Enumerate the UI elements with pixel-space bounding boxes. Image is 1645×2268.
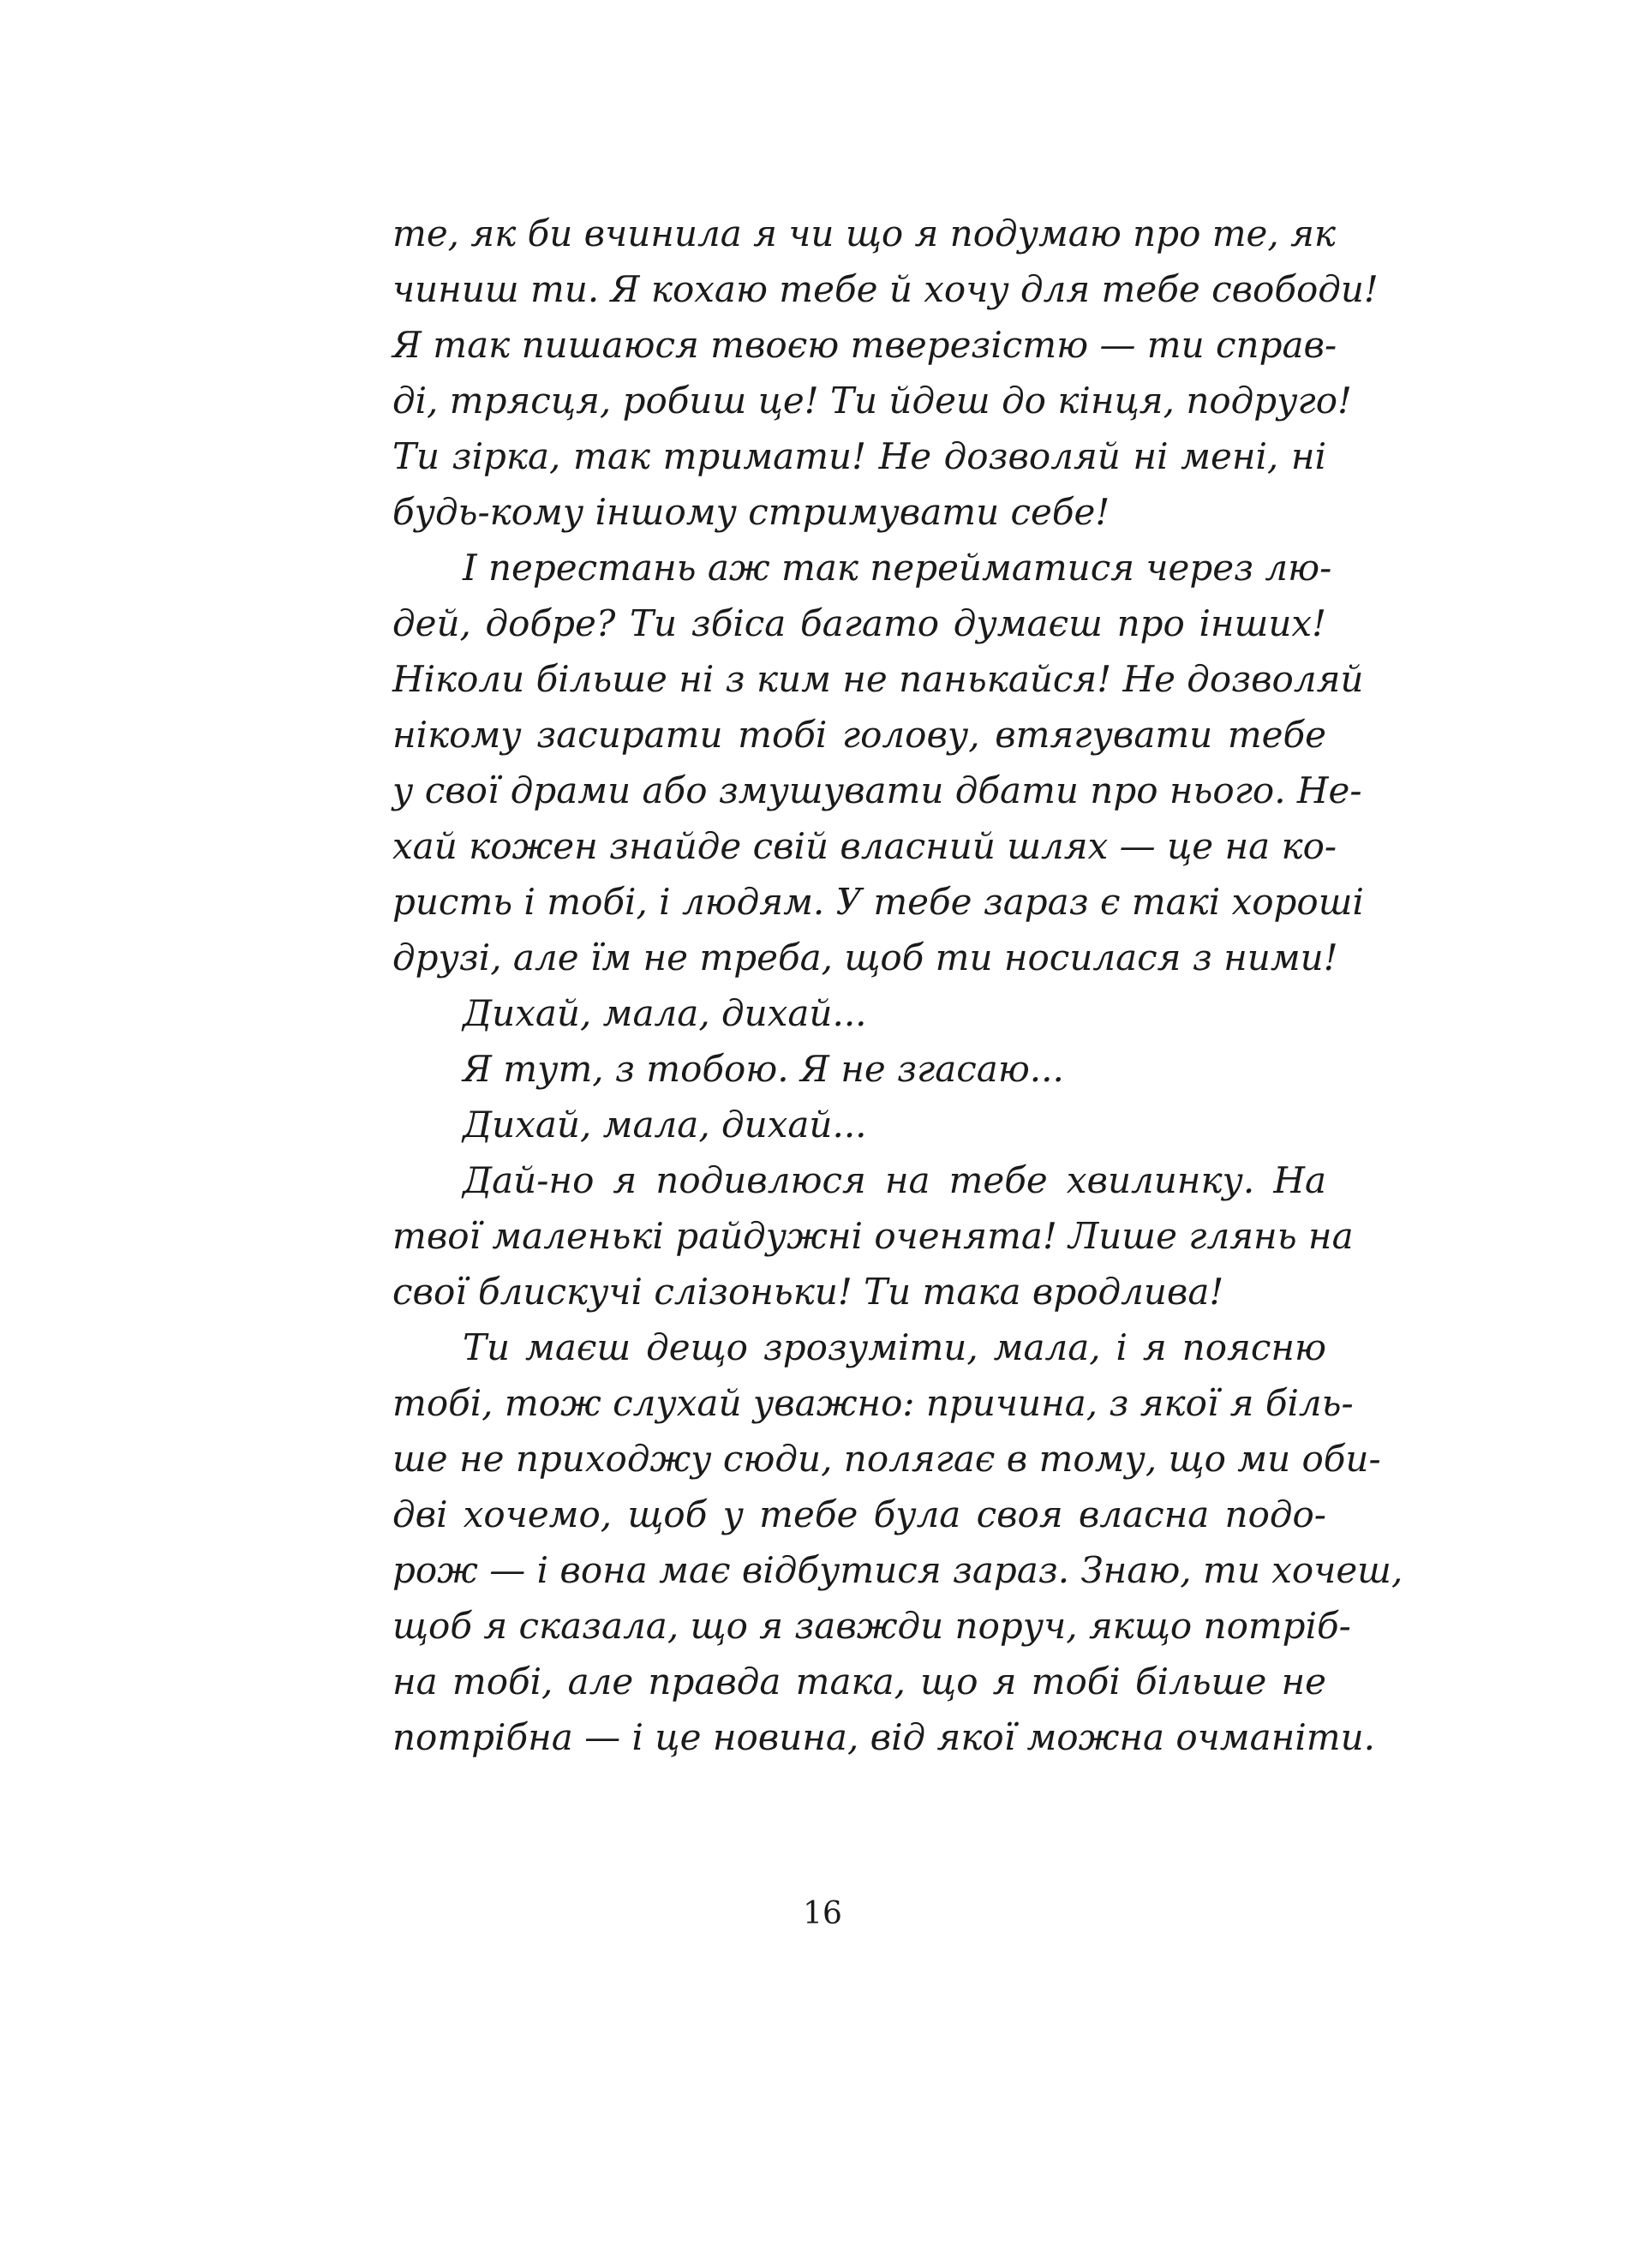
text-line: Я так пишаюся твоєю тверезістю — ти справ- (392, 324, 1337, 366)
text-line: свої блискучі слізоньки! Ти така вродлива! (392, 1271, 1224, 1313)
text-line: Дай-но я подивлюся на тебе хвилинку. На (463, 1159, 1326, 1201)
text-line: твої маленькі райдужні оченята! Лише глянь на (392, 1215, 1354, 1257)
text-line: ристь і тобі, і людям. У тебе зараз є такі хороші (392, 881, 1364, 923)
text-line: будь-кому іншому стримувати себе! (392, 491, 1110, 533)
text-line: дві хочемо, щоб у тебе була своя власна подо- (392, 1493, 1326, 1535)
text-line: потрібна — і це новина, від якої можна очманіти. (392, 1716, 1375, 1758)
text-line: нікому засирати тобі голову, втягувати тебе (392, 714, 1326, 756)
text-line: хай кожен знайде свій власний шлях — це на ко- (392, 825, 1337, 867)
text-line: те, як би вчинила я чи що я подумаю про те, як (392, 212, 1337, 254)
text-line: ше не приходжу сюди, полягає в тому, що ми оби- (392, 1438, 1381, 1480)
text-line: рож — і вона має відбутися зараз. Знаю, ти хочеш, (392, 1549, 1403, 1591)
text-line: І перестань аж так перейматися через лю- (463, 547, 1332, 589)
text-line: Ти маєш дещо зрозуміти, мала, і я поясню (463, 1326, 1326, 1368)
text-line: Я тут, з тобою. Я не згасаю... (463, 1048, 1064, 1090)
text-line: Дихай, мала, дихай... (463, 992, 867, 1034)
page-number: 16 (803, 1896, 842, 1931)
text-line: Ніколи більше ні з ким не панькайся! Не дозволяй (392, 658, 1364, 700)
text-line: щоб я сказала, що я завжди поруч, якщо потріб- (392, 1605, 1351, 1647)
text-line: дей, добре? Ти збіса багато думаєш про інших! (392, 602, 1326, 644)
text-line: ді, трясця, робиш це! Ти йдеш до кінця, подруго! (392, 380, 1352, 422)
text-line: Ти зірка, так тримати! Не дозволяй ні мені, ні (392, 435, 1326, 477)
text-line: на тобі, але правда така, що я тобі більше не (392, 1661, 1326, 1702)
text-line: чиниш ти. Я кохаю тебе й хочу для тебе свободи! (392, 268, 1379, 310)
text-line: у свої драми або змушувати дбати про нього. Не- (392, 769, 1362, 811)
text-line: друзі, але їм не треба, щоб ти носилася з ними! (392, 937, 1338, 978)
text-line: Дихай, мала, дихай... (463, 1104, 867, 1146)
text-line: тобі, тож слухай уважно: причина, з якої я біль- (392, 1382, 1354, 1424)
page-body-text (392, 206, 1403, 1765)
